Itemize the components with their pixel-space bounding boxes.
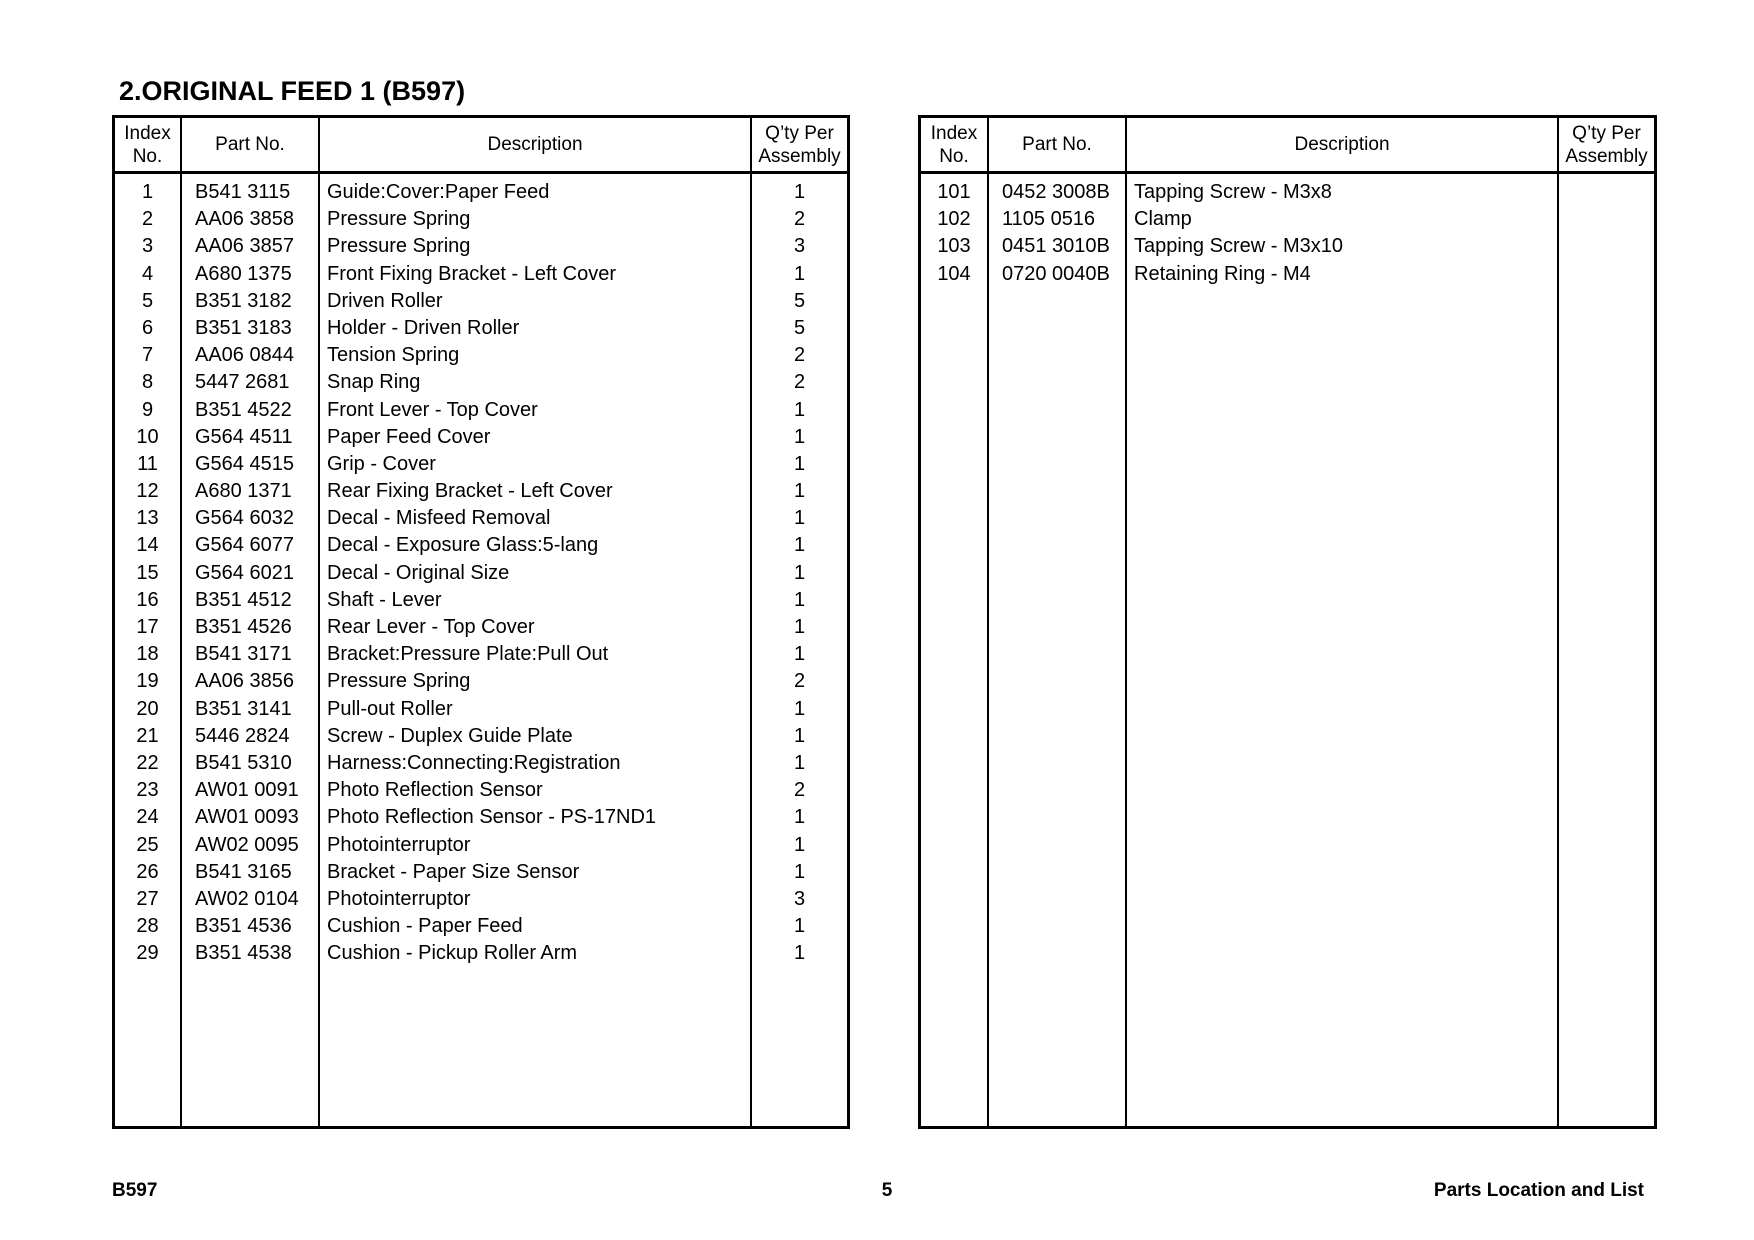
header-part-no: Part No. [1022, 134, 1092, 155]
cell-part-no: B541 3171 [195, 643, 292, 666]
cell-qty: 1 [793, 751, 806, 774]
cell-qty: 1 [793, 452, 806, 475]
footer-page-number: 5 [881, 1180, 893, 1201]
table-row [115, 505, 847, 532]
table-row [115, 261, 847, 288]
cell-part-no: AW02 0104 [195, 887, 299, 910]
cell-description: Rear Fixing Bracket - Left Cover [327, 480, 613, 503]
cell-qty: 1 [793, 915, 806, 938]
cell-description: Holder - Driven Roller [327, 316, 520, 339]
table-row [921, 233, 1654, 260]
cell-qty: 2 [793, 344, 806, 367]
cell-description: Guide:Cover:Paper Feed [327, 181, 550, 203]
header-description: Description [1294, 134, 1390, 155]
table-row [921, 261, 1654, 288]
cell-qty: 1 [793, 860, 806, 883]
cell-description: Tapping Screw - M3x8 [1134, 181, 1332, 203]
header-qty: Q’ty Per Assembly [1565, 122, 1648, 167]
header-part-no: Part No. [215, 134, 285, 155]
cell-index: 29 [136, 942, 159, 965]
header-rule [921, 171, 1654, 174]
table-row [115, 206, 847, 233]
cell-qty: 3 [793, 235, 806, 258]
cell-index: 15 [136, 561, 159, 584]
cell-part-no: B351 4512 [195, 588, 292, 611]
cell-qty: 1 [793, 262, 806, 285]
header-index: Index No. [930, 122, 978, 167]
cell-part-no: A680 1375 [195, 262, 292, 285]
cell-index: 23 [136, 779, 159, 802]
cell-part-no: AA06 0844 [195, 344, 294, 367]
cell-description: Decal - Exposure Glass:5-lang [327, 534, 599, 557]
cell-description: Pressure Spring [327, 670, 471, 693]
parts-table-right [918, 115, 1657, 1129]
cell-description: Rear Lever - Top Cover [327, 616, 535, 638]
cell-index: 11 [137, 452, 158, 475]
cell-qty: 1 [793, 181, 806, 203]
cell-part-no: 5447 2681 [195, 371, 290, 394]
table-row [115, 723, 847, 750]
table-row [115, 451, 847, 478]
table-row [115, 940, 847, 967]
cell-index: 6 [141, 316, 154, 339]
table-row [115, 614, 847, 641]
table-row [115, 532, 847, 559]
table-row [115, 424, 847, 451]
table-row [115, 777, 847, 804]
cell-index: 16 [136, 588, 159, 611]
cell-index: 5 [141, 289, 154, 312]
cell-qty: 1 [793, 942, 806, 965]
table-row [115, 397, 847, 424]
table-body [921, 179, 1654, 288]
cell-description: Decal - Misfeed Removal [327, 507, 551, 530]
cell-index: 101 [937, 181, 971, 203]
cell-qty: 2 [793, 371, 806, 394]
cell-index: 12 [136, 480, 159, 503]
header-index: Index No. [124, 122, 171, 167]
cell-qty: 1 [793, 398, 806, 421]
cell-description: Paper Feed Cover [327, 425, 491, 448]
parts-table-left [112, 115, 850, 1129]
cell-part-no: B351 4538 [195, 942, 292, 965]
cell-qty: 3 [793, 887, 806, 910]
table-row [115, 832, 847, 859]
header-rule [115, 171, 847, 174]
cell-part-no: 0720 0040B [1002, 262, 1110, 285]
table-row [115, 587, 847, 614]
table-body [115, 179, 847, 967]
cell-part-no: B541 5310 [195, 751, 292, 774]
cell-description: Pressure Spring [327, 208, 471, 231]
cell-index: 13 [136, 507, 159, 530]
cell-qty: 1 [793, 724, 806, 747]
cell-part-no: B351 4526 [195, 616, 292, 638]
cell-description: Tapping Screw - M3x10 [1134, 235, 1343, 258]
cell-part-no: A680 1371 [195, 480, 292, 503]
cell-index: 1 [141, 181, 154, 203]
cell-part-no: AA06 3856 [195, 670, 294, 693]
cell-description: Bracket - Paper Size Sensor [327, 860, 580, 883]
cell-part-no: G564 6021 [195, 561, 294, 584]
cell-description: Photo Reflection Sensor - PS-17ND1 [327, 806, 657, 829]
cell-part-no: B541 3165 [195, 860, 292, 883]
table-row [115, 886, 847, 913]
cell-part-no: 0452 3008B [1002, 181, 1110, 203]
table-row [115, 804, 847, 831]
cell-description: Bracket:Pressure Plate:Pull Out [327, 643, 609, 666]
cell-part-no: AW02 0095 [195, 833, 299, 856]
cell-index: 8 [141, 371, 154, 394]
cell-index: 104 [937, 262, 971, 285]
cell-description: Photo Reflection Sensor [327, 779, 543, 802]
cell-index: 4 [141, 262, 154, 285]
cell-qty: 2 [793, 670, 806, 693]
cell-description: Cushion - Paper Feed [327, 915, 523, 938]
cell-qty: 2 [793, 208, 806, 231]
table-row [115, 342, 847, 369]
cell-description: Retaining Ring - M4 [1134, 262, 1311, 285]
cell-index: 25 [136, 833, 159, 856]
cell-description: Grip - Cover [327, 452, 436, 475]
cell-qty: 5 [793, 289, 806, 312]
cell-description: Front Lever - Top Cover [327, 398, 538, 421]
cell-description: Shaft - Lever [327, 588, 442, 611]
cell-index: 21 [136, 724, 159, 747]
cell-description: Snap Ring [327, 371, 421, 394]
cell-part-no: B351 4522 [195, 398, 292, 421]
cell-qty: 5 [793, 316, 806, 339]
cell-part-no: B351 3183 [195, 316, 292, 339]
cell-index: 9 [141, 398, 154, 421]
cell-qty: 1 [793, 616, 806, 638]
cell-part-no: G564 4511 [195, 425, 293, 448]
cell-index: 10 [136, 425, 159, 448]
cell-part-no: AA06 3858 [195, 208, 294, 231]
cell-description: Driven Roller [327, 289, 443, 312]
table-row [115, 696, 847, 723]
cell-qty: 1 [793, 425, 806, 448]
cell-description: Screw - Duplex Guide Plate [327, 724, 573, 747]
table-row [115, 179, 847, 206]
cell-description: Photointerruptor [327, 833, 471, 856]
table-row [115, 859, 847, 886]
cell-index: 103 [937, 235, 971, 258]
header-qty: Q’ty Per Assembly [758, 122, 841, 167]
cell-qty: 1 [793, 480, 806, 503]
table-row [115, 560, 847, 587]
cell-index: 18 [136, 643, 159, 666]
cell-part-no: AW01 0093 [195, 806, 299, 829]
cell-part-no: AW01 0091 [195, 779, 299, 802]
cell-index: 28 [136, 915, 159, 938]
footer-model: B597 [112, 1180, 158, 1201]
cell-index: 102 [937, 208, 971, 231]
cell-description: Photointerruptor [327, 887, 471, 910]
cell-part-no: G564 6032 [195, 507, 294, 530]
cell-part-no: B541 3115 [195, 181, 291, 203]
table-row [115, 478, 847, 505]
table-row [115, 233, 847, 260]
cell-qty: 1 [793, 833, 806, 856]
cell-qty: 1 [793, 697, 806, 720]
cell-description: Harness:Connecting:Registration [327, 751, 621, 774]
cell-description: Pressure Spring [327, 235, 471, 258]
cell-part-no: 0451 3010B [1002, 235, 1110, 258]
cell-part-no: G564 6077 [195, 534, 294, 557]
cell-index: 14 [136, 534, 159, 557]
table-row [115, 315, 847, 342]
cell-index: 19 [136, 670, 159, 693]
cell-qty: 1 [793, 588, 806, 611]
cell-qty: 1 [793, 561, 806, 584]
cell-index: 26 [136, 860, 159, 883]
cell-index: 7 [141, 344, 154, 367]
cell-part-no: 5446 2824 [195, 724, 290, 747]
cell-qty: 2 [793, 779, 806, 802]
cell-index: 27 [136, 887, 159, 910]
cell-part-no: B351 3182 [195, 289, 292, 312]
table-row [115, 668, 847, 695]
cell-qty: 1 [793, 806, 806, 829]
cell-description: Front Fixing Bracket - Left Cover [327, 262, 616, 285]
cell-part-no: 1105 0516 [1002, 208, 1096, 231]
table-row [115, 913, 847, 940]
cell-qty: 1 [793, 643, 806, 666]
cell-description: Pull-out Roller [327, 697, 453, 720]
cell-qty: 1 [793, 534, 806, 557]
table-row [921, 206, 1654, 233]
table-row [921, 179, 1654, 206]
cell-description: Cushion - Pickup Roller Arm [327, 942, 578, 965]
table-row [115, 369, 847, 396]
footer-section-title: Parts Location and List [1433, 1180, 1644, 1201]
cell-index: 20 [136, 697, 159, 720]
cell-index: 3 [141, 235, 154, 258]
cell-qty: 1 [793, 507, 806, 530]
cell-index: 2 [141, 208, 154, 231]
page-title: 2.ORIGINAL FEED 1 (B597) [119, 76, 466, 106]
cell-description: Clamp [1134, 208, 1192, 231]
cell-index: 17 [136, 616, 159, 638]
cell-description: Tension Spring [327, 344, 460, 367]
cell-part-no: B351 3141 [195, 697, 292, 720]
header-description: Description [487, 134, 583, 155]
cell-description: Decal - Original Size [327, 561, 510, 584]
table-row [115, 750, 847, 777]
table-row [115, 288, 847, 315]
cell-index: 24 [136, 806, 159, 829]
cell-index: 22 [136, 751, 159, 774]
cell-part-no: AA06 3857 [195, 235, 294, 258]
table-row [115, 641, 847, 668]
cell-part-no: G564 4515 [195, 452, 294, 475]
cell-part-no: B351 4536 [195, 915, 292, 938]
